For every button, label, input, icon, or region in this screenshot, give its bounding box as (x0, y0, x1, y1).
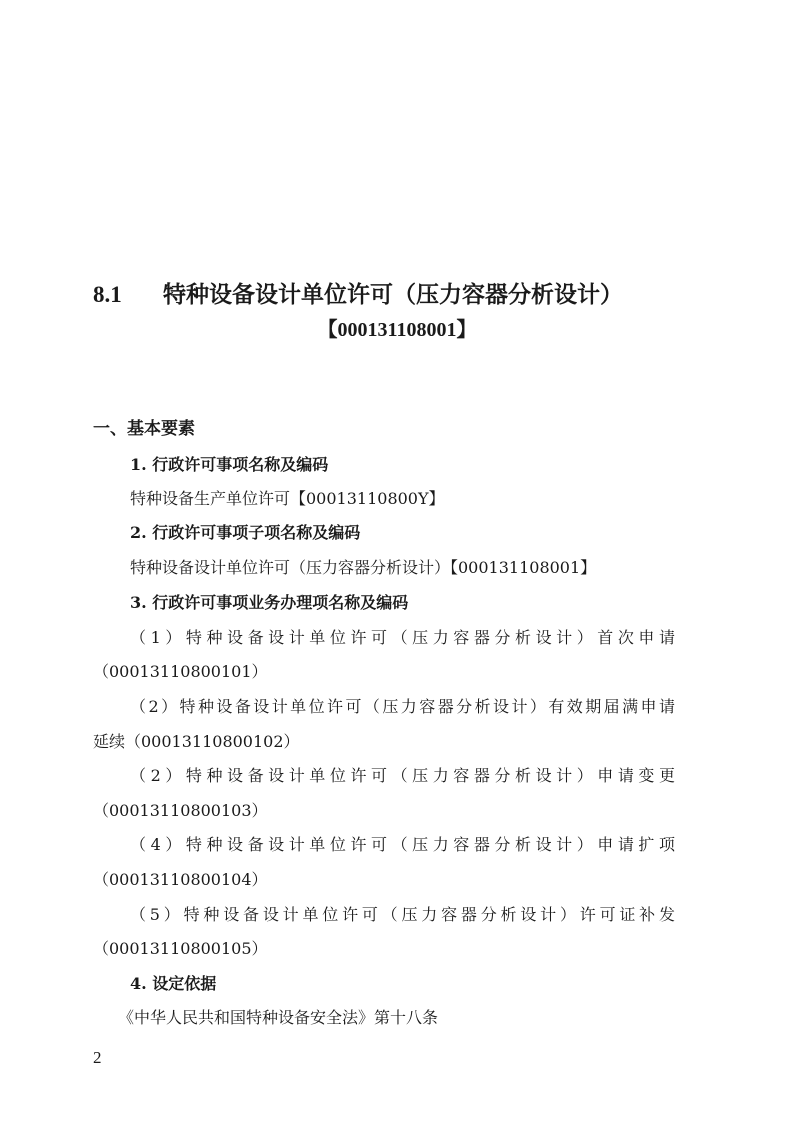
section-heading: 一、基本要素 (93, 419, 195, 439)
item2-heading: 2. 行政许可事项子项名称及编码 (130, 523, 361, 542)
item4-value: 《中华人民共和国特种设备安全法》第十八条 (118, 1008, 439, 1027)
item1-value: 特种设备生产单位许可【00013110800Y】 (130, 489, 445, 508)
entry-1-line1: （1）特种设备设计单位许可（压力容器分析设计）首次申请 (130, 628, 675, 647)
title-text: 特种设备设计单位许可（压力容器分析设计） (163, 281, 623, 308)
entry-2-line2: 延续（00013110800102） (93, 732, 300, 751)
section-number: 8.1 (93, 282, 122, 307)
page-title (93, 276, 713, 309)
entry-5-line2: （00013110800105） (93, 939, 268, 958)
item3-heading: 3. 行政许可事项业务办理项名称及编码 (130, 593, 409, 612)
item1-heading: 1. 行政许可事项名称及编码 (130, 455, 329, 474)
entry-4-line1: （4）特种设备设计单位许可（压力容器分析设计）申请扩项 (130, 835, 675, 854)
entry-1-line2: （00013110800101） (93, 662, 268, 681)
entry-3-line2: （00013110800103） (93, 801, 268, 820)
item2-value: 特种设备设计单位许可（压力容器分析设计）【000131108001】 (130, 558, 597, 577)
entry-2-line1: （2）特种设备设计单位许可（压力容器分析设计）有效期届满申请 (130, 697, 675, 716)
page-number: 2 (93, 1048, 102, 1067)
item4-heading: 4. 设定依据 (130, 974, 217, 993)
entry-3-line1: （2）特种设备设计单位许可（压力容器分析设计）申请变更 (130, 766, 675, 785)
entry-5-line1: （5）特种设备设计单位许可（压力容器分析设计）许可证补发 (130, 905, 675, 924)
title-code: 【000131108001】 (317, 319, 477, 341)
entry-4-line2: （00013110800104） (93, 870, 268, 889)
